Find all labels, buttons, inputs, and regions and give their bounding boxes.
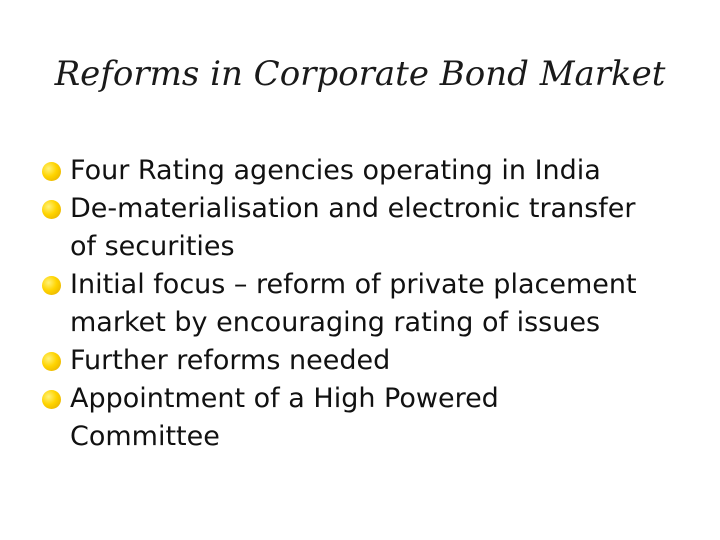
bullet-text-line: Committee — [70, 421, 220, 452]
bullet-text-line: of securities — [70, 231, 235, 262]
bullet-text-line: Further reforms needed — [70, 345, 391, 376]
bullet-text-line: Four Rating agencies operating in India — [70, 155, 601, 186]
bullet-item-committee — [70, 380, 690, 456]
bullet-dot-icon — [42, 200, 61, 219]
bullet-text-line: Initial focus – reform of private placement — [70, 269, 637, 300]
bullet-item-initial-focus — [70, 266, 690, 342]
bullet-dot-icon — [42, 352, 61, 371]
bullet-item-dematerialisation — [70, 190, 690, 266]
bullet-list — [70, 152, 690, 456]
bullet-text-line: Appointment of a High Powered — [70, 383, 499, 414]
bullet-item-rating-agencies — [70, 152, 690, 190]
bullet-dot-icon — [42, 162, 61, 181]
bullet-dot-icon — [42, 276, 61, 295]
bullet-text-line: market by encouraging rating of issues — [70, 307, 601, 338]
bullet-dot-icon — [42, 390, 61, 409]
bullet-text-line: De-materialisation and electronic transfer — [70, 193, 636, 224]
slide-title: Reforms in Corporate Bond Market — [54, 54, 666, 94]
bullet-item-further-reforms — [70, 342, 690, 380]
